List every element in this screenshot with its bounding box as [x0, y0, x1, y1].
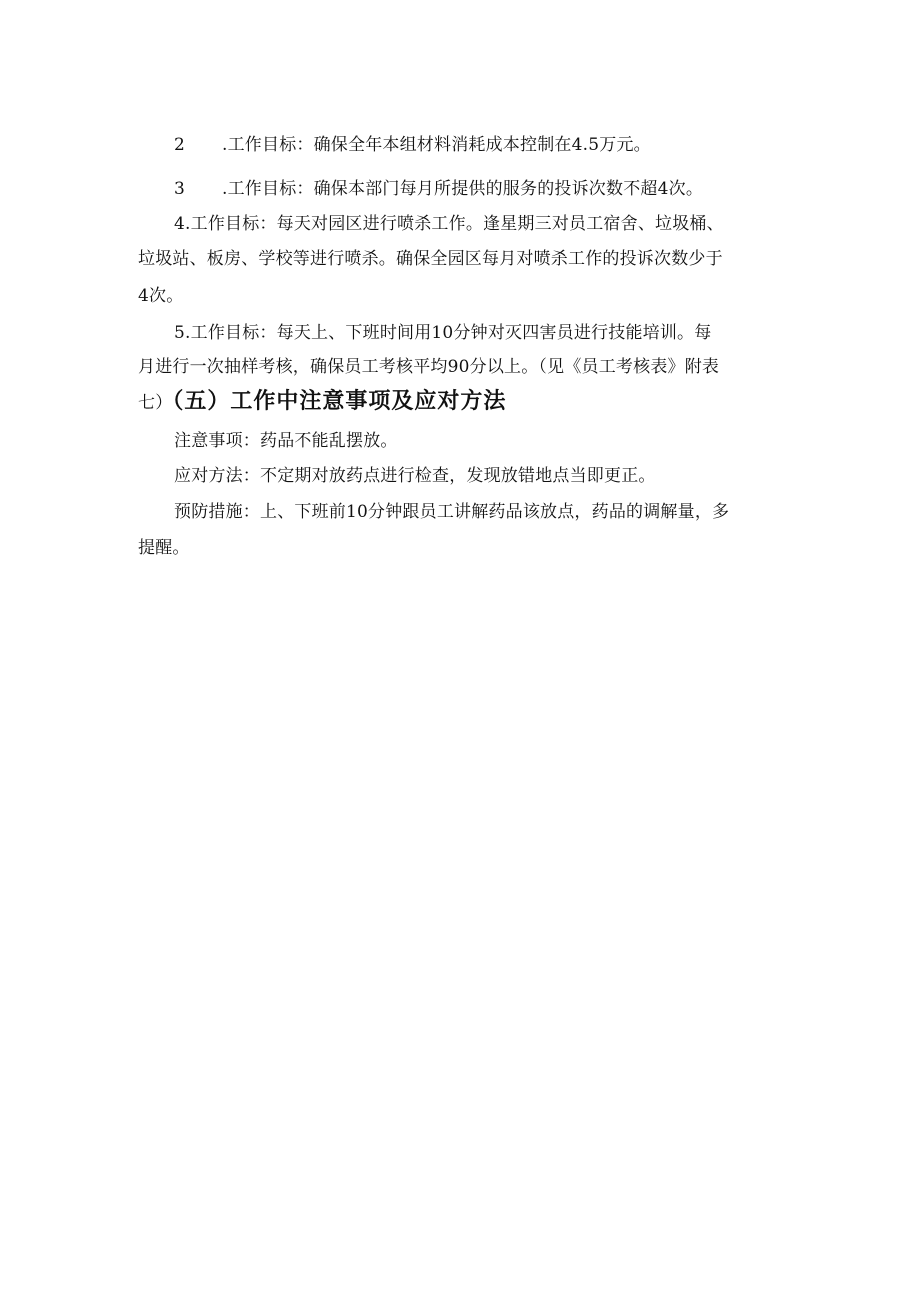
- item-2: [174, 134, 824, 156]
- attention-note: 注意事项：药品不能乱摆放。: [174, 431, 398, 451]
- item-5-line-1: 5.工作目标：每天上、下班时间用10分钟对灭四害员进行技能培训。每: [174, 323, 712, 343]
- item-2-text: .工作目标：确保全年本组材料消耗成本控制在4.5万元。: [222, 135, 651, 155]
- section-heading: （五）工作中注意事项及应对方法: [172, 389, 507, 414]
- item-3-text: .工作目标：确保本部门每月所提供的服务的投诉次数不超4次。: [222, 179, 704, 199]
- item-3: [174, 178, 824, 200]
- item-4-line-3: 4次。: [138, 286, 184, 306]
- section-prefix: 七）: [138, 393, 173, 413]
- item-5-line-2: 月进行一次抽样考核，确保员工考核平均90分以上。（见《员工考核表》附表: [138, 357, 720, 377]
- item-4-line-2: 垃圾站、板房、学校等进行喷杀。确保全园区每月对喷杀工作的投诉次数少于: [138, 249, 723, 269]
- item-2-number: 2: [174, 135, 186, 155]
- section-heading-row: [138, 388, 788, 416]
- prevention-line-1: 预防措施：上、下班前10分钟跟员工讲解药品该放点，药品的调解量，多: [174, 502, 730, 522]
- item-3-number: 3: [174, 179, 186, 199]
- item-4-line-1: 4.工作目标：每天对园区进行喷杀工作。逢星期三对员工宿舍、垃圾桶、: [174, 214, 724, 234]
- prevention-line-2: 提醒。: [138, 538, 190, 558]
- response-note: 应对方法：不定期对放药点进行检查，发现放错地点当即更正。: [174, 466, 656, 486]
